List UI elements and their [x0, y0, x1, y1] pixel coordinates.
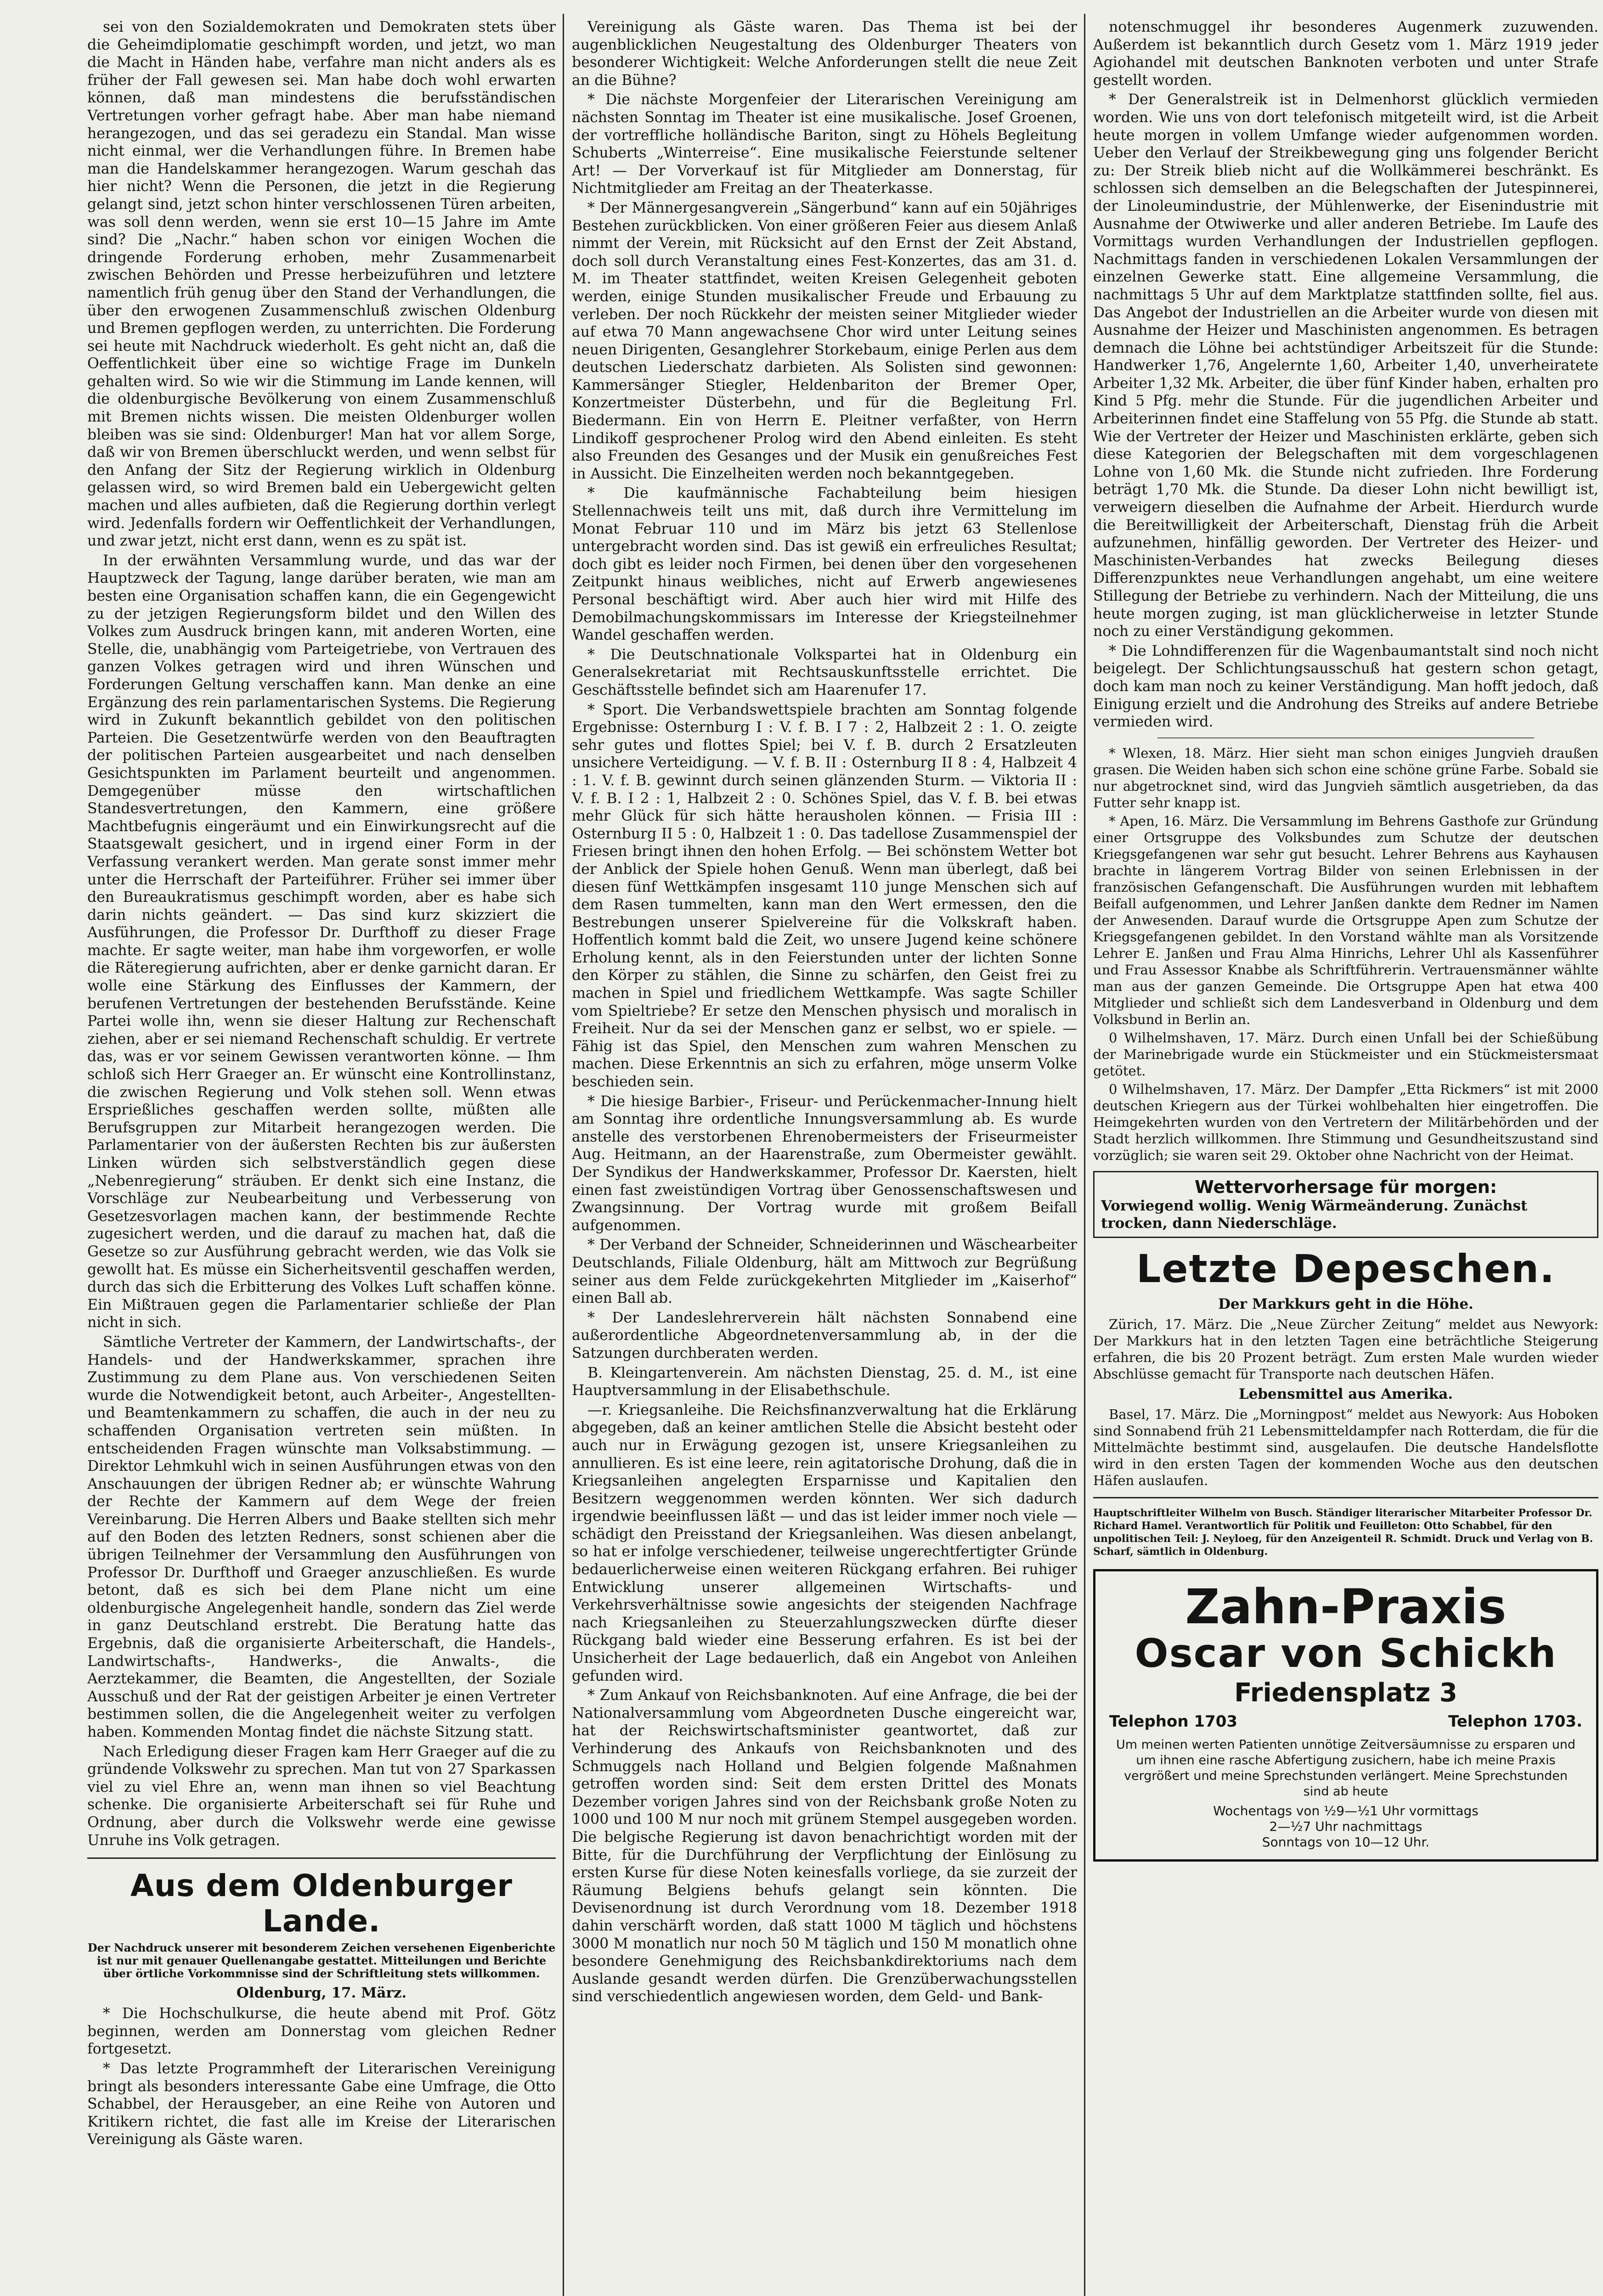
- section-divider: [87, 1857, 556, 1859]
- ad-hours-line: Sonntags von 10—12 Uhr.: [1262, 1834, 1430, 1850]
- news-item: * Die kaufmännische Fachabteilung beim hiesigen Stellennachweis teilt uns mit, daß durch ihre Vermittelung im Monat Februar 110 und im März bis jetzt 63 Stellenlose untergebracht worden sind. Das ist gewiß ein erfreuliches Resultat; doch gibt es leider noch Firmen, bei denen über den vorgesehenen Zeitpunkt hinaus weibliches, nicht auf Erwerb angewiesenes Personal beschäftigt wird. Aber auch hier wird mit Hilfe des Demobilmachungskommissars im Interesse der Kriegsteilnehmer Wandel geschaffen werden.: [572, 485, 1077, 644]
- dispatch-subheading: Der Markkurs geht in die Höhe.: [1218, 1295, 1473, 1312]
- news-item: * Die hiesige Barbier-, Friseur- und Perückenmacher-Innung hielt am Sonntag ihre ordentliche Innungsversammlung ab. Es wurde anstelle des verstorbenen Ehrenobermeisters der Friseurmeister Aug. Heitmann, an der Haarenstraße, zum Obermeister gewählt. Der Syndikus der Handwerkskammer, Professor Dr. Kaersten, hielt einen fast zweistündigen Vortrag über Genossenschaftswesen und Zwangsinnung. Der Vortrag wurde mit großem Beifall aufgenommen.: [572, 1093, 1077, 1234]
- news-item: —r. Kriegsanleihe. Die Reichsfinanzverwaltung hat die Erklärung abgegeben, daß an keiner amtlichen Stelle die Absicht besteht oder auch nur in Erwägung gezogen ist, unsere Kriegsanleihen zu annullieren. Es ist eine leere, rein agitatorische Drohung, daß die in Kriegsanleihen angelegten Ersparnisse und Kapitalien den Besitzern weggenommen werden könnten. Wer sich dadurch irgendwie beeinflussen läßt — und das ist leider immer noch viele — schädigt den Preisstand der Kriegsanleihen. Was diesen anbelangt, so hat er infolge verschiedener, teilweise ungerechtfertigter Gründe bedauerlicherweise einen weiteren Rückgang erfahren. Bei ruhiger Entwicklung unserer allgemeinen Wirtschafts- und Verkehrsverhältnisse sowie angesichts der steigenden Nachfrage nach Kriegsanleihen zu Steuerzahlungszwecken dürfte dieser Rückgang bald wieder eine Besserung erfahren. Es ist bei der Unsicherheit der Lage bedauerlich, daß ein Angebot von Anleihen gefunden wird.: [572, 1401, 1077, 1684]
- ad-hours-line: Wochentags von ½9—½1 Uhr vormittags: [1213, 1803, 1479, 1818]
- ad-address: Friedensplatz 3: [1234, 1677, 1457, 1708]
- section-divider: [1093, 1497, 1598, 1498]
- item-divider: [1157, 737, 1534, 738]
- news-item: * Die nächste Morgenfeier der Literarischen Vereinigung am nächsten Sonntag im Theater ist eine musikalische. Josef Groenen, der vortreffliche holländische Bariton, singt zu Höhels Begleitung Schuberts „Winterreise“. Eine musikalische Feierstunde seltener Art! — Der Vorverkauf ist für Mitglieder am Donnerstag, für Nichtmitglieder am Freitag an der Theaterkasse.: [572, 91, 1077, 197]
- news-item: * Der Generalstreik ist in Delmenhorst glücklich vermieden worden. Wie uns von dort telefonisch mitgeteilt wird, ist die Arbeit heute morgen in vollem Umfange wieder aufgenommen worden. Ueber den Verlauf der Streikbewegung ging uns folgender Bericht zu: Der Streik blieb nicht auf die Wollkämmerei beschränkt. Es schlossen sich demselben an die Belegschaften der Jutespinnerei, der Linoleumindustrie, der Mühlenwerke, der Eisenindustrie mit Ausnahme der Otwiwerke und aller anderen Betriebe. Im Laufe des Vormittags wurden Verhandlungen der Industriellen gepflogen. Nachmittags fanden in verschiedenen Lokalen Versammlungen der einzelnen Gewerke statt. Eine allgemeine Versammlung, die nachmittags 5 Uhr auf dem Marktplatze stattfinden sollte, fiel aus. Das Angebot der Industriellen an die Arbeiter wurde von diesen mit Ausnahme der Heizer und Maschinisten angenommen. Es betragen demnach die Löhne bei achtstündiger Arbeitszeit für die Stunde: Handwerker 1,76, Angelernte 1,60, Arbeiter 1,40, unverheiratete Arbeiter 1,32 Mk. Arbeiter, die über fünf Kinder haben, erhalten pro Kind 5 Pfg. mehr die Stunde. Für die jugendlichen Arbeiter und Arbeiterinnen findet eine Staffelung von 55 Pfg. die Stunde ab statt. Wie der Vertreter der Heizer und Maschinisten erklärte, geben sich diese Kategorien der Belegschaften mit dem vorgeschlagenen Lohne von 1,60 Mk. die Stunde nicht zufrieden. Ihre Forderung beträgt 1,70 Mk. die Stunde. Da dieser Lohn nicht bewilligt ist, verweigern dieselben die Aufnahme der Arbeit. Hierdurch wurde die Bereitwilligkeit der Arbeiterschaft, Dienstag früh die Arbeit aufzunehmen, hinfällig geworden. Der Vertreter des Heizer- und Maschinisten-Verbandes hat zwecks Beilegung dieses Differenzpunktes neue Verhandlungen angehabt, um eine weitere Stillegung der Betriebe zu verhindern. Nach der Mitteilung, die uns heute morgen zuging, ist man glücklicherweise in letzter Stunde noch zu einer Verständigung gekommen.: [1093, 91, 1598, 640]
- advertisement: [1093, 1569, 1598, 1862]
- dispatch-subheading: Lebensmittel aus Amerika.: [1238, 1385, 1453, 1402]
- column-middle: [572, 18, 1077, 2296]
- news-item: * Wlexen, 18. März. Hier sieht man schon einiges Jungvieh draußen grasen. Die Weiden haben sich schon eine schöne grüne Farbe. Sobald sie nur abgetrocknet sind, wird das Jungvieh sämtlich ausgetrieben, da das Futter sehr knapp ist.: [1093, 745, 1598, 810]
- news-item: 0 Wilhelmshaven, 17. März. Der Dampfer „Etta Rickmers“ ist mit 2000 deutschen Kriegern aus der Türkei wohlbehalten hier eingetroffen. Die Heimgekehrten wurden von den Vertretern der Militärbehörden und der Stadt herzlich willkommen. Ihre Stimmung und Gesundheitszustand sind vorzüglich; sie waren seit 29. Oktober ohne Nachricht von der Heimat.: [1093, 1081, 1598, 1163]
- news-item: 0 Wilhelmshaven, 17. März. Durch einen Unfall bei der Schießübung der Marinebrigade wurde ein Stückmeister und ein Stückmeistersmaat getötet.: [1093, 1030, 1598, 1079]
- news-item: * Der Verband der Schneider, Schneiderinnen und Wäschearbeiter Deutschlands, Filiale Oldenburg, hält am Mittwoch zur Begrüßung seiner aus dem Felde zurückgekehrten Mitglieder im „Kaiserhof“ einen Ball ab.: [572, 1237, 1077, 1307]
- column-left: [87, 18, 556, 2296]
- section-heading: Aus dem Oldenburger Lande.: [130, 1868, 513, 1939]
- news-item: * Der Männergesangverein „Sängerbund“ kann auf ein 50jähriges Bestehen zurückblicken. Von einer größeren Feier aus diesem Anlaß nimmt der Verein, mit Rücksicht auf den Ernst der Zeit Abstand, doch soll durch Veranstaltung eines Fest-Konzertes, das am 31. d. M. im Theater stattfindet, weiten Kreisen Gelegenheit geboten werden, einige Stunden musikalischer Freude und Erbauung zu verleben. Der noch Rückkehr der meisten seiner Mitglieder wieder auf etwa 70 Mann angewachsene Chor wird unter Leitung seines neuen Dirigenten, Gesanglehrer Storkebaum, einige Perlen aus dem deutschen Liederschatz darbieten. Als Solisten sind gewonnen: Kammersänger Stiegler, Heldenbariton der Bremer Oper, Konzertmeister Düsterbehn, und für die Begleitung Frl. Biedermann. Ein von Herrn E. Pleitner verfaßter, von Herrn Lindikoff gesprochener Prolog wird den Abend einleiten. Es steht also Freunden des Gesanges und der Musik ein genußreiches Fest in Aussicht. Die Einzelheiten werden noch bekanntgegeben.: [572, 199, 1077, 482]
- news-item: * Die Hochschulkurse, die heute abend mit Prof. Götz beginnen, werden am Donnerstag vom gleichen Redner fortgesetzt.: [87, 2005, 556, 2058]
- ad-name: Oscar von Schickh: [1135, 1630, 1557, 1677]
- ad-title: Zahn-Praxis: [1185, 1578, 1507, 1635]
- weather-title: Wettervorhersage für morgen:: [1194, 1176, 1497, 1197]
- news-item: * Apen, 16. März. Die Versammlung im Behrens Gasthofe zur Gründung einer Ortsgruppe des Volksbundes zum Schutze der deutschen Kriegsgefangenen war sehr gut besucht. Lehrer Behrens aus Kayhausen brachte in längerem Vortrag Bilder von seinen Erlebnissen in der französischen Gefangenschaft. Die Ausführungen wurden mit lebhaftem Beifall aufgenommen, und Lehrer Janßen dankte dem Redner im Namen der Anwesenden. Darauf wurde die Ortsgruppe Apen zum Schutze der Kriegsgefangenen gebildet. In den Vorstand wählte man als Vorsitzende Lehrer E. Janßen und Frau Alma Hinrichs, Lehrer Uhl als Kassenführer und Frau Assessor Knabbe als Schriftführerin. Vertrauensmänner wählte man aus der ganzen Gemeinde. Die Ortsgruppe Apen hat etwa 400 Mitglieder und schließt sich dem Landesverband in Oldenburg und dem Volksbund in Berlin an.: [1093, 813, 1598, 1027]
- column-rule: [563, 14, 564, 2296]
- dispatch-item: Basel, 17. März. Die „Morningpost“ meldet aus Newyork: Aus Hoboken sind Sonnabend früh 21 Lebensmitteldampfer nach Rotterdam, die für die Mittelmächte bestimmt sind, ausgelaufen. Die deutsche Handelsflotte wird in den ersten Tagen der kommenden Woche aus den deutschen Häfen auslaufen.: [1093, 1406, 1598, 1488]
- column-right: [1093, 18, 1598, 2296]
- ad-phone-right: Telephon 1703.: [1448, 1712, 1582, 1731]
- ad-hours-line: 2—½7 Uhr nachmittags: [1269, 1818, 1422, 1834]
- ad-phones: [1109, 1712, 1582, 1731]
- dateline: Oldenburg, 17. März.: [236, 1985, 407, 2002]
- weather-text: Vorwiegend wollig. Wenig Wärmeänderung. Zunächst trocken, dann Niederschläge.: [1101, 1197, 1528, 1232]
- section-note: Der Nachdruck unserer mit besonderem Zeichen versehenen Eigenberichte ist nur mit genauer Quellenangabe gestattet. Mitteilungen und Berichte über örtliche Vorkommnisse sind der Schriftleitung stets willkommen.: [87, 1941, 556, 1981]
- news-item: * Die Lohndifferenzen für die Wagenbaumantstalt sind noch nicht beigelegt. Der Schlichtungsausschuß hat gestern schon getagt, doch kam man noch zu keiner Verständigung. Man hofft jedoch, daß Einigung erzielt und die Androhung des Streiks auf andere Betriebe vermieden wird.: [1093, 642, 1598, 731]
- news-item: notenschmuggel ihr besonderes Augenmerk zuzuwenden. Außerdem ist bekanntlich durch Gesetz vom 1. März 1919 jeder Agiohandel mit deutschen Banknoten verboten und unter Strafe gestellt worden.: [1093, 19, 1598, 89]
- article-paragraph: Sämtliche Vertreter der Kammern, der Landwirtschafts-, der Handels- und der Handwerkskammer, sprachen ihre Zustimmung zu dem Plane aus. Von verschiedenen Seiten wurde die Notwendigkeit betont, auch Arbeiter-, Angestellten- und Beamtenkammern zu schaffen, die auch in der neu zu schaffenden Organisation vertreten sein müßten. In entscheidenden Fragen wünschte man Volksabstimmung. — Direktor Lehmkuhl wich in seinen Ausführungen etwas von den Anschauungen der übrigen Redner ab; er wünschte Wahrung der Rechte der Kammern auf dem Wege der freien Vereinbarung. Die Herren Albers und Baake stellten sich mehr auf den Boden des letzten Redners, sonst schienen aber die übrigen Teilnehmer der Versammlung den Ausführungen von Professor Dr. Durfthoff und Graeger anzuschließen. Es wurde betont, daß es sich bei dem Plane nicht um eine oldenburgische Angelegenheit handle, sondern das Ziel werde in ganz Deutschland erstrebt. Die Beratung hatte das Ergebnis, daß die organisierte Arbeiterschaft, die Handels-, Landwirtschafts-, Handwerks-, die Anwalts-, die Aerztekammer, die Beamten, die Angestellten, der Soziale Ausschuß und der Rat der geistigen Arbeiter je einen Vertreter bestimmen sollen, die die Angelegenheit weiter zu verfolgen haben. Kommenden Montag findet die nächste Sitzung statt.: [87, 1334, 556, 1740]
- news-item: Vereinigung als Gäste waren. Das Thema ist bei der augenblicklichen Neugestaltung des Oldenburger Theaters von besonderer Wichtigkeit: Welche Anforderungen stellt die neue Zeit an die Bühne?: [572, 19, 1077, 89]
- article-paragraph: Nach Erledigung dieser Fragen kam Herr Graeger auf die zu gründende Volkswehr zu sprechen. Man tut von 27 Sparkassen viel zu viel Ehre an, wenn man ihnen so viel Beachtung schenke. Die organisierte Arbeiterschaft sei für Ruhe und Ordnung, aber durch die Volkswehr werde eine gewisse Unruhe ins Volk getragen.: [87, 1743, 556, 1849]
- news-item: * Das letzte Programmheft der Literarischen Vereinigung bringt als besonders interessante Gabe eine Umfrage, die Otto Schabbel, der Herausgeber, an eine Reihe von Autoren und Kritikern richtet, die fast alle im Kreise der Literarischen Vereinigung als Gäste waren.: [87, 2060, 556, 2148]
- imprint: Hauptschriftleiter Wilhelm von Busch. Ständiger literarischer Mitarbeiter Professor Dr. Richard Hamel. Verantwortlich für Politik und Feuilleton: Otto Schabbel, für den unpolitischen Teil: J. Neyloeg, für den Anzeigenteil R. Schmidt. Druck und Verlag von B. Scharf, sämtlich in Oldenburg.: [1093, 1507, 1593, 1558]
- news-item: * Die Deutschnationale Volkspartei hat in Oldenburg ein Generalsekretariat mit Rechtsauskunftsstelle errichtet. Die Geschäftsstelle befindet sich am Haarenufer 17.: [572, 646, 1077, 698]
- ad-text: Um meinen werten Patienten unnötige Zeitversäumnisse zu ersparen und um ihnen eine rasche Abfertigung zusichern, habe ich meine Praxis vergrößert und meine Sprechstunden verlängert. Meine Sprechstunden sind ab heute: [1116, 1737, 1576, 1799]
- ad-phone-left: Telephon 1703: [1109, 1712, 1238, 1731]
- ad-hours: [1109, 1803, 1582, 1850]
- article-paragraph: sei von den Sozialdemokraten und Demokraten stets über die Geheimdiplomatie geschimpft worden, und jetzt, wo man die Macht in Händen habe, verfahre man nicht anders als es früher der Fall gewesen sei. Man habe doch wohl erwarten können, daß man mindestens die berufsständischen Vertretungen vorher gefragt habe. Aber man habe niemand herangezogen, und das sei geradezu ein Standal. Man wisse nicht einmal, wer die Verhandlungen führe. In Bremen habe man die Handelskammer herangezogen. Warum geschah das hier nicht? Wenn die Personen, die jetzt in die Regierung gelangt sind, jetzt schon hinter verschlossenen Türen arbeiten, was soll denn werden, wenn sie erst 10—15 Jahre im Amte sind? Die „Nachr.“ haben schon vor einigen Wochen die dringende Forderung erhoben, mehr Zusammenarbeit zwischen Behörden und Presse herbeizuführen und letztere namentlich früh genug über den Stand der Verhandlungen, die über den erwogenen Zusammenschluß zwischen Oldenburg und Bremen gepflogen werden, zu unterrichten. Die Forderung sei heute mit Nachdruck wiederholt. Es geht nicht an, daß die Oeffentlichkeit über eine so wichtige Frage im Dunkeln gehalten wird. So wie wir die Stimmung im Lande kennen, will die oldenburgische Bevölkerung von einem Zusammenschluß mit Bremen nichts wissen. Die meisten Oldenburger wollen bleiben was sie sind: Oldenburger! Man hat vor allem Sorge, daß wir von Bremen überschluckt werden, und wenn selbst für den Anfang der Sitz der Regierung wirklich in Oldenburg gelassen wird, so wird Bremen bald ein Uebergewicht gelten machen und alles aufbieten, daß die Regierung dorthin verlegt wird. Jedenfalls fordern wir Oeffentlichkeit der Verhandlungen, und zwar jetzt, nicht erst dann, wenn es zu spät ist.: [87, 19, 556, 550]
- article-paragraph: In der erwähnten Versammlung wurde, und das war der Hauptzweck der Tagung, lange darüber beraten, wie man am besten eine Organisation schaffen kann, die ein Gegengewicht zu der jetzigen Regierungsform bildet und den Willen des Volkes zum Ausdruck bringen kann, mit anderen Worten, eine Stelle, die, unabhängig vom Parteigetriebe, von Vertrauen des ganzen Volkes getragen wird und ihren Wünschen und Forderungen Geltung verschaffen kann. Man denke an eine Ergänzung des rein parlamentarischen Systems. Die Regierung wird in Zukunft bekanntlich gebildet von den politischen Parteien. Die Gesetzentwürfe werden von den Beauftragten der politischen Parteien ausgearbeitet und nach denselben Gesichtspunkten im Parlament beurteilt und angenommen. Demgegenüber müsse den wirtschaftlichen Standesvertretungen, den Kammern, eine größere Machtbefugnis eingeräumt und ein Einwirkungsrecht auf die Staatsgewalt gesichert, und in irgend einer Form in der Verfassung verankert werden. Man gerate sonst immer mehr unter die Herrschaft der Parteiführer. Früher sei immer über den Bureaukratismus geschimpft worden, aber es habe sich darin nichts geändert. — Das sind kurz skizziert die Ausführungen, die Professor Dr. Durfthoff zu dieser Frage machte. Er sagte weiter, man habe ihm vorgeworfen, er wolle die Räteregierung aufrichten, aber er denke garnicht daran. Er wolle eine Stärkung des Einflusses der Kammern, der berufenen Vertretungen der bestehenden Berufsstände. Keine Partei wolle ihn, wenn sie dieser Haltung zur Rechenschaft ziehen, aber er sei niemand Rechenschaft schuldig. Er vertrete das, was er vor seinem Gewissen verantworten könne. — Ihm schloß sich Herr Graeger an. Er wünscht eine Kontrollinstanz, die zwischen Regierung und Volk stehen soll. Wenn etwas Ersprießliches geschaffen werden sollte, müßten alle Berufsgruppen zur Mitarbeit herangezogen werden. Die Parlamentarier von der äußersten Rechten bis zur äußersten Linken würden sich selbstverständlich gegen diese „Nebenregierung“ sträuben. Er denkt sich eine Instanz, die Vorschläge zur Neubearbeitung und Verbesserung von Gesetzesvorlagen machen kann, der bestimmende Rechte zugesichert werden, und die darauf zu machen hat, daß die Gesetze so zur Ausführung gebracht werden, wie das Volk sie gewollt hat. Es müsse ein Sicherheitsventil geschaffen werden, durch das sich die Erbitterung des Volkes Luft schaffen könne. Ein Mißtrauen gegen die Parlamentarier schließe der Plan nicht in sich.: [87, 552, 556, 1331]
- column-rule: [1084, 14, 1085, 2296]
- weather-forecast: [1093, 1171, 1598, 1238]
- news-item: * Sport. Die Verbandswettspiele brachten am Sonntag folgende Ergebnisse: Osternburg I : V. f. B. I 7 : 2, Halbzeit 2 : 1. O. zeigte sehr gutes und flottes Spiel; bei V. f. B. durch 2 Ersatzleuten unsichere Verteidigung. — V. f. B. II : Osternburg II 8 : 4, Halbzeit 4 : 1. V. f. B. gewinnt durch seinen glänzenden Sturm. — Viktoria II : V. f. B. I 2 : 1, Halbzeit 2 : 0. Schönes Spiel, das V. f. B. bei etwas mehr Glück für sich hätte herausholen können. — Frisia III : Osternburg II 5 : 0, Halbzeit 1 : 0. Das tadellose Zusammenspiel der Friesen bringt ihnen den hohen Erfolg. — Bei schönstem Wetter bot der Anblick der Spiele hohen Genuß. Wenn man überlegt, daß bei diesen fünf Wettkämpfen insgesamt 110 junge Menschen sich auf dem Rasen tummelten, kann man den Wert ermessen, den die Bestrebungen unserer Spielvereine für die Volkskraft haben. Hoffentlich kommt bald die Zeit, wo unsere Jugend keine schönere Erholung kennt, als in den Feierstunden unter der lichten Sonne den Körper zu stählen, die Sinne zu schärfen, den Geist frei zu machen in Spiel und friedlichem Wettkampfe. Was sagte Schiller vom Spieltriebe? Er setze den Menschen physisch und moralisch in Freiheit. Nur da sei der Menschen ganz er selbst, wo er spiele. — Fähig ist das Spiel, den Menschen zum wahren Menschen zu machen. Diese Erkenntnis an sich zu erfahren, möge unserm Volke beschieden sein.: [572, 701, 1077, 1091]
- news-item: * Zum Ankauf von Reichsbanknoten. Auf eine Anfrage, die bei der Nationalversammlung vom Abgeordneten Dusche eingereicht war, hat der Reichswirtschaftsminister geantwortet, daß zur Verhinderung des Ankaufs von Reichsbanknoten und des Schmuggels nach Holland und Belgien folgende Maßnahmen getroffen worden sind: Seit dem ersten Drittel des Monats Dezember vorigen Jahres sind von der Reichsbank große Noten zu 1000 und 100 M nur noch mit grünem Stempel ausgegeben worden. Die belgische Regierung ist davon benachrichtigt worden mit der Bitte, für die Durchführung der Verpflichtung der Einlösung zu ersten Kurse für diese Noten keinesfalls vorliege, da sie zurzeit der Räumung Belgiens behufs gelangt sein könnten. Die Devisenordnung ist durch Verordnung vom 18. Dezember 1918 dahin verschärft worden, daß statt 1000 M täglich und höchstens 3000 M monatlich nur noch 50 M täglich und 150 M monatlich ohne besondere Genehmigung des Reichsbankdirektoriums nach dem Auslande gesandt werden dürfen. Die Grenzüberwachungsstellen sind verschiedentlich angewiesen worden, dem Geld- und Bank-: [572, 1687, 1077, 2005]
- news-item: B. Kleingartenverein. Am nächsten Dienstag, 25. d. M., ist eine Hauptversammlung in der Elisabethschule.: [572, 1364, 1077, 1399]
- dispatches-heading: Letzte Depeschen.: [1136, 1246, 1555, 1291]
- news-item: * Der Landeslehrerverein hält nächsten Sonnabend eine außerordentliche Abgeordnetenversammlung ab, in der die Satzungen durchberaten werden.: [572, 1309, 1077, 1362]
- dispatch-item: Zürich, 17. März. Die „Neue Zürcher Zeitung“ meldet aus Newyork: Der Markkurs hat in den letzten Tagen eine beträchtliche Steigerung erfahren, die bis 20 Prozent beträgt. Zum ersten Male wurden wieder Abschlüsse gemacht für Transporte nach deutschen Häfen.: [1093, 1316, 1598, 1382]
